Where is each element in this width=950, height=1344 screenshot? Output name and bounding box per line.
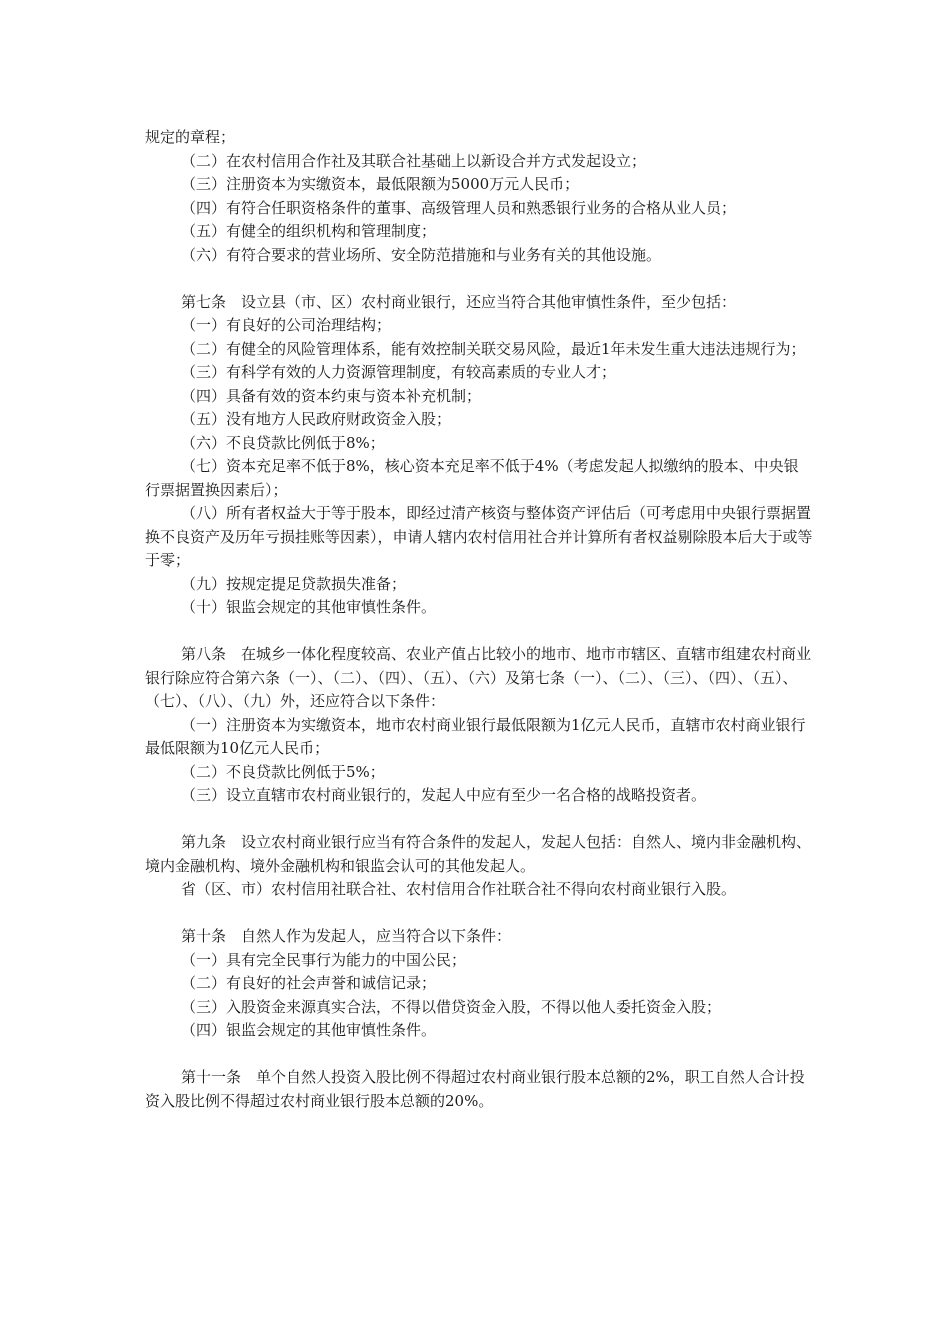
document-paragraph: （一）注册资本为实缴资本，地市农村商业银行最低限额为1亿元人民币，直辖市农村商业银行最低限额为10亿元人民币； (145, 715, 806, 757)
paragraph-spacer (145, 620, 813, 644)
document-paragraph: 第九条 设立农村商业银行应当有符合条件的发起人，发起人包括：自然人、境内非金融机构、境内金融机构、境外金融机构和银监会认可的其他发起人。 (145, 833, 812, 875)
document-paragraph: （十）银监会规定的其他审慎性条件。 (181, 598, 437, 616)
document-paragraph: （一）有良好的公司治理结构； (181, 316, 392, 334)
document-paragraph: （三）入股资金来源真实合法，不得以借贷资金入股，不得以他人委托资金入股； (181, 997, 722, 1016)
document-paragraph: 第八条 在城乡一体化程度较高、农业产值占比较小的地市、地市市辖区、直辖市组建农村商业银行除应符合第六条（一）、（二）、（四）、（五）、（六）及第七条（一）、（二）、（三）、（四）、（五）、（七）、（八）、（九）外，还应符合以下条件： (145, 645, 812, 710)
document-paragraph: （七）资本充足率不低于8%，核心资本充足率不低于4%（考虑发起人拟缴纳的股本、中央银行票据置换因素后）； (145, 457, 799, 499)
document-paragraph: 第七条 设立县（市、区）农村商业银行，还应当符合其他审慎性条件，至少包括： (181, 292, 737, 311)
document-paragraph: （二）有良好的社会声誉和诚信记录； (181, 974, 437, 992)
document-paragraph: （一）具有完全民事行为能力的中国公民； (181, 950, 467, 969)
document-paragraph: （三）有科学有效的人力资源管理制度，有较高素质的专业人才； (181, 363, 617, 381)
document-paragraph: （五）有健全的组织机构和管理制度； (181, 222, 437, 240)
document-paragraph: （六）不良贷款比例低于8%； (181, 433, 385, 452)
document-paragraph: （四）银监会规定的其他审慎性条件。 (181, 1021, 437, 1039)
document-paragraph: （二）在农村信用合作社及其联合社基础上以新设合并方式发起设立； (181, 151, 647, 170)
document-paragraph: （三）注册资本为实缴资本，最低限额为5000万元人民币； (181, 175, 580, 193)
document-paragraph: 第十一条 单个自然人投资入股比例不得超过农村商业银行股本总额的2%，职工自然人合计投资入股比例不得超过农村商业银行股本总额的20%。 (145, 1068, 805, 1110)
paragraph-spacer (145, 1043, 813, 1067)
document-paragraph: 第十条 自然人作为发起人，应当符合以下条件： (181, 927, 512, 945)
document-paragraph: （六）有符合要求的营业场所、安全防范措施和与业务有关的其他设施。 (181, 245, 662, 264)
paragraph-spacer (145, 902, 813, 926)
document-body (145, 126, 813, 1113)
document-paragraph: 省（区、市）农村信用社联合社、农村信用合作社联合社不得向农村商业银行入股。 (181, 880, 737, 898)
document-paragraph: （二）有健全的风险管理体系，能有效控制关联交易风险，最近1年未发生重大违法违规行为； (181, 339, 806, 358)
document-paragraph: （二）不良贷款比例低于5%； (181, 762, 385, 781)
document-paragraph: （四）具备有效的资本约束与资本补充机制； (181, 386, 482, 405)
paragraph-spacer (145, 267, 813, 291)
document-paragraph: （九）按规定提足贷款损失准备； (181, 574, 407, 593)
document-paragraph: 规定的章程； (145, 128, 236, 146)
paragraph-spacer (145, 808, 813, 832)
document-paragraph: （八）所有者权益大于等于股本，即经过清产核资与整体资产评估后（可考虑用中央银行票据置换不良资产及历年亏损挂账等因素），申请人辖内农村信用社合并计算所有者权益剔除股本后大于或等于零； (145, 504, 813, 569)
document-paragraph: （五）没有地方人民政府财政资金入股； (181, 410, 452, 428)
document-paragraph: （四）有符合任职资格条件的董事、高级管理人员和熟悉银行业务的合格从业人员； (181, 198, 737, 217)
document-paragraph: （三）设立直辖市农村商业银行的，发起人中应有至少一名合格的战略投资者。 (181, 786, 707, 804)
